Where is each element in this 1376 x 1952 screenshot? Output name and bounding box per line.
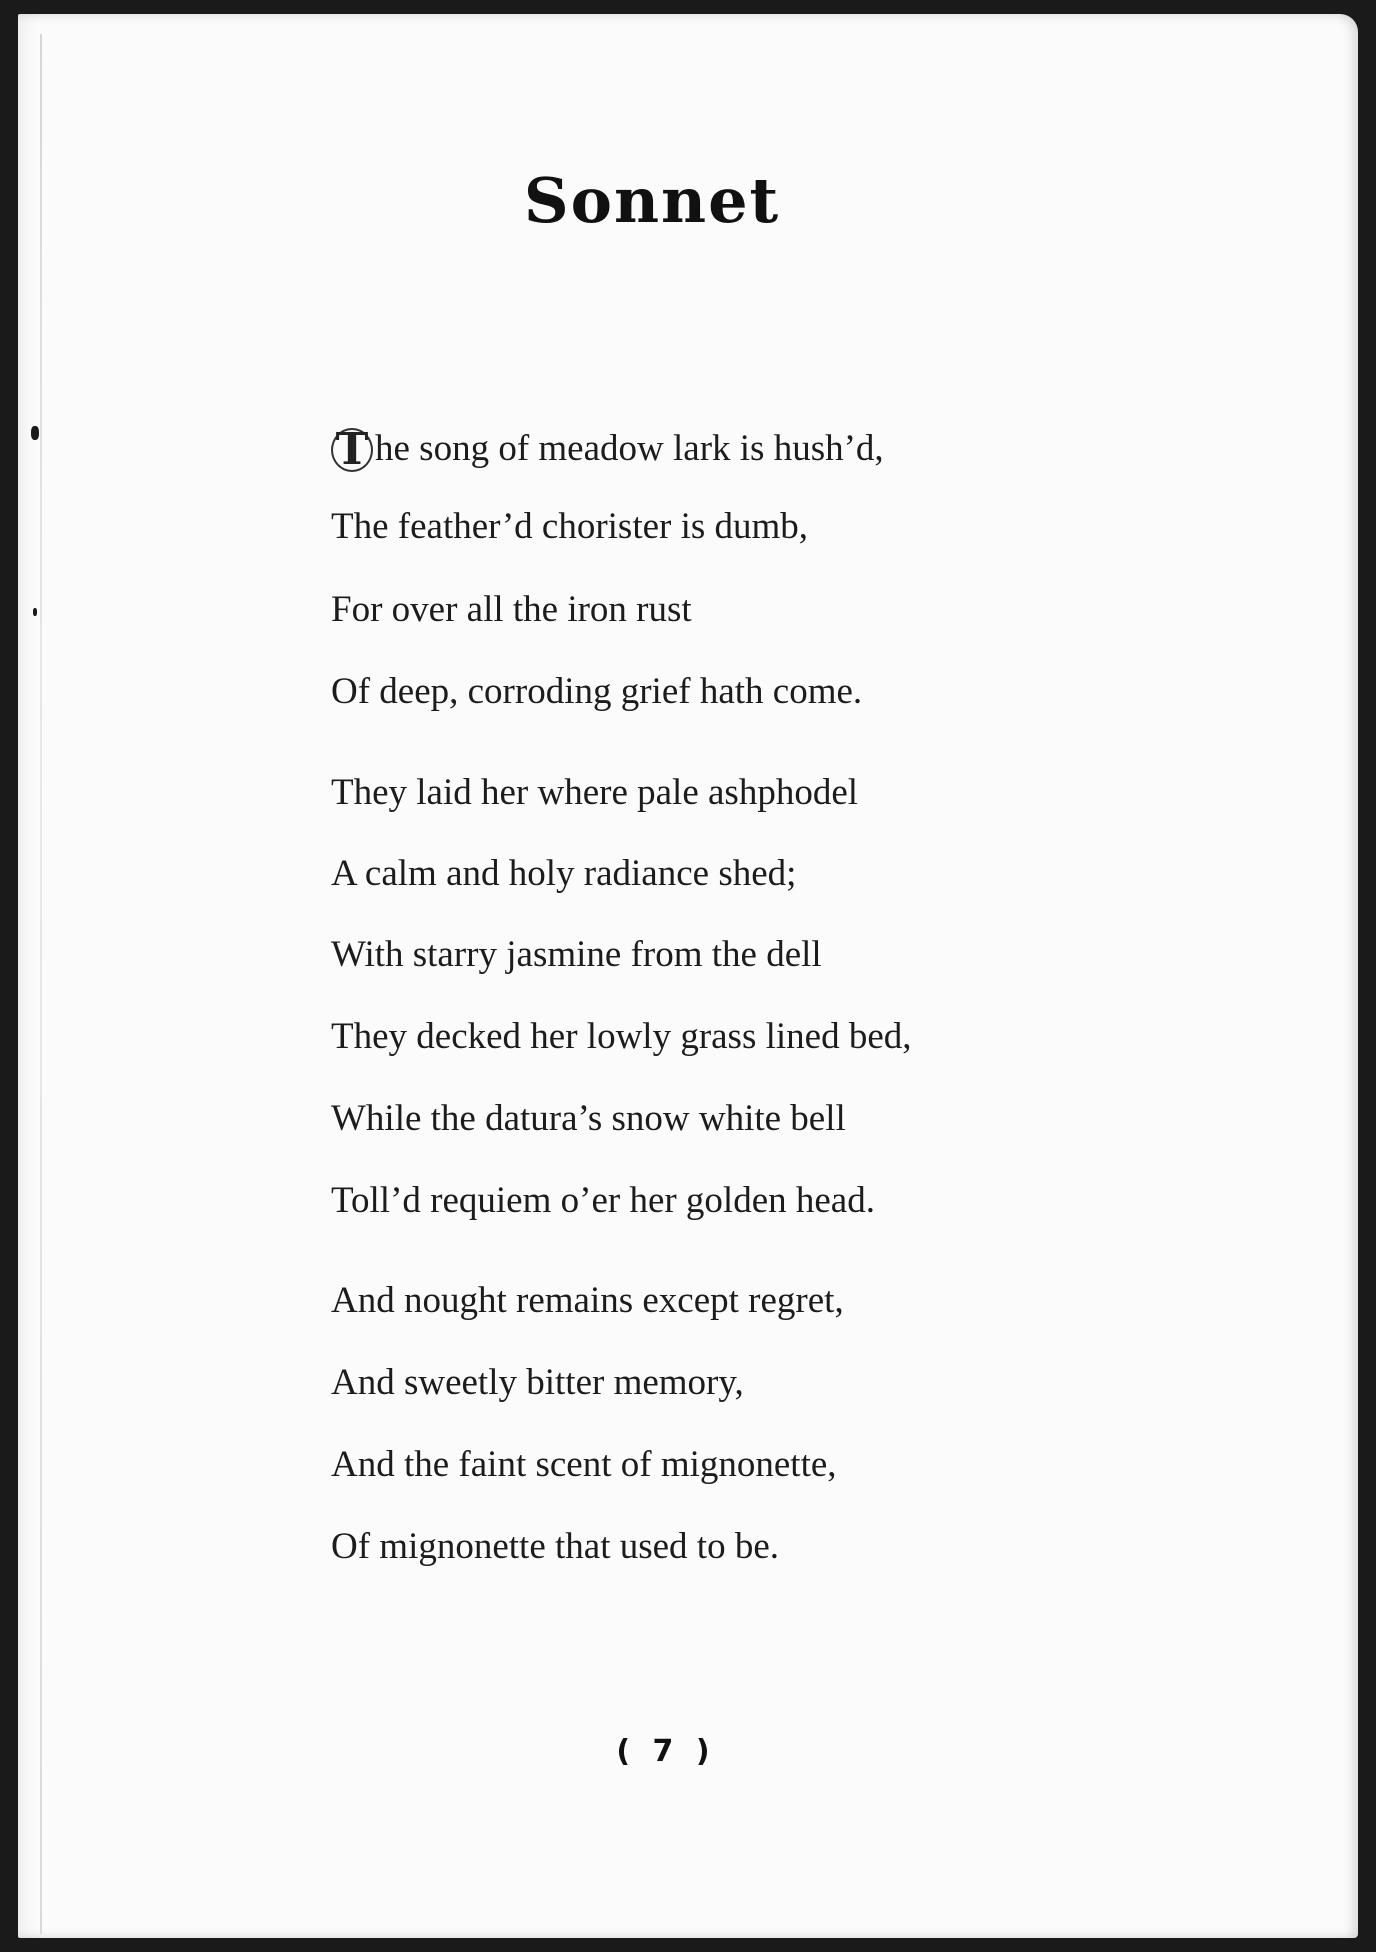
poem-line-2: The feather’d chorister is dumb, [331,506,809,547]
book-page [18,14,1358,1938]
margin-mark [31,426,39,440]
page-number: ( 7 ) [616,1734,716,1769]
drop-cap: T [331,428,373,472]
poem-title: Sonnet [523,164,781,237]
poem-line-14: Of mignonette that used to be. [331,1526,780,1567]
margin-mark [33,608,37,616]
poem-line-text: he song of meadow lark is hush’d, [375,428,884,469]
poem-line-8: They decked her lowly grass lined bed, [331,1016,912,1057]
poem-line-4: Of deep, corroding grief hath come. [331,671,863,712]
poem-line-5: They laid her where pale ashphodel [331,772,859,813]
page-gutter [40,34,42,1934]
poem-line-11: And nought remains except regret, [331,1280,844,1321]
poem-line-12: And sweetly bitter memory, [331,1362,744,1403]
poem-line-3: For over all the iron rust [331,589,692,630]
poem-line-6: A calm and holy radiance shed; [331,853,797,894]
poem-line-13: And the faint scent of mignonette, [331,1444,837,1485]
poem-line-10: Toll’d requiem o’er her golden head. [331,1180,875,1221]
poem-line-9: While the datura’s snow white bell [331,1098,846,1139]
poem-line-1 [331,424,884,475]
poem-line-7: With starry jasmine from the dell [331,934,822,975]
